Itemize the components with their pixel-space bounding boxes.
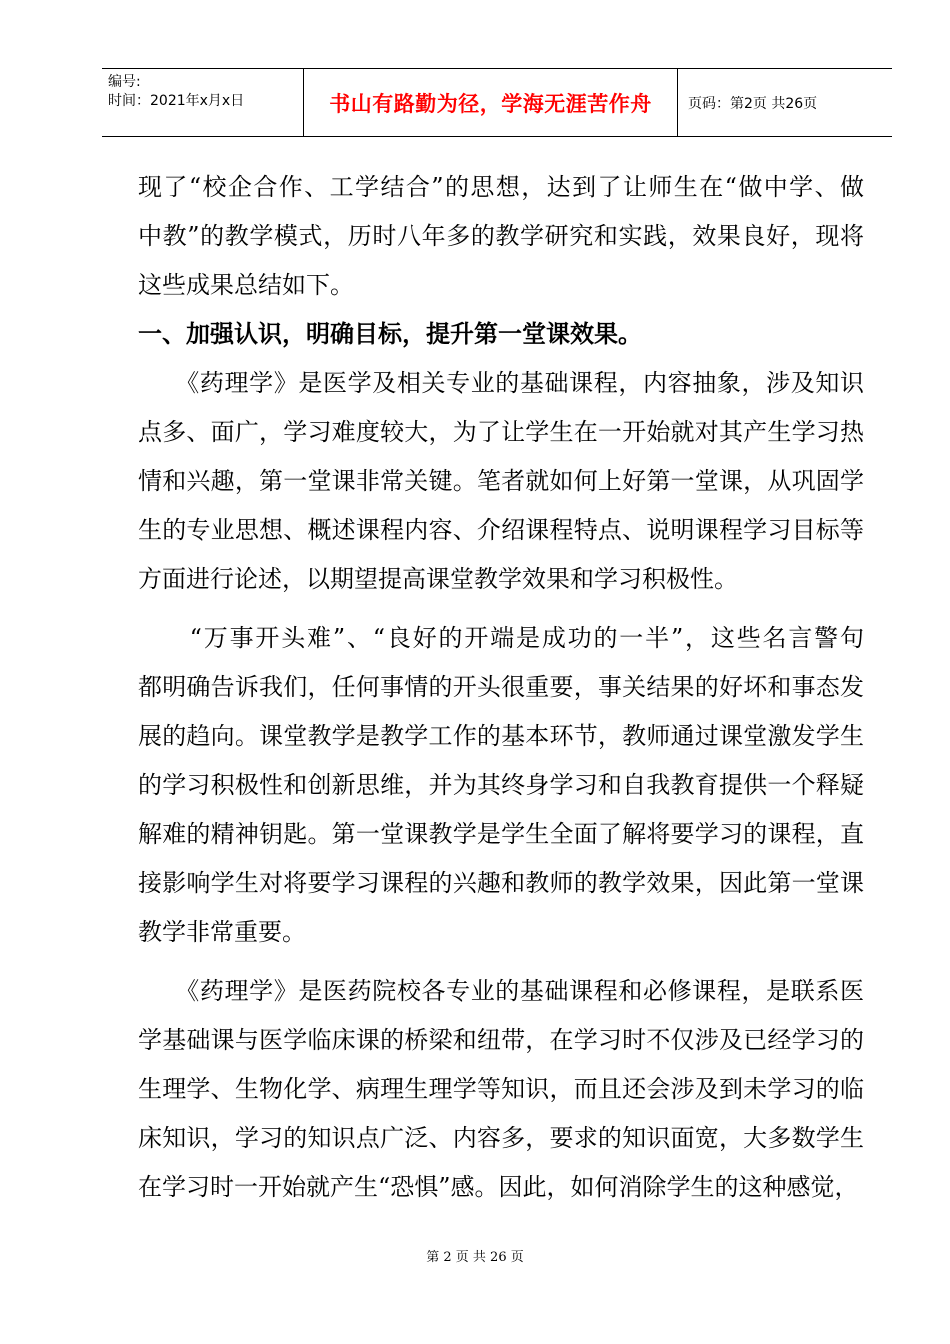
- text-line: 教学非常重要。: [138, 918, 306, 946]
- text-line: 床知识，学习的知识点广泛、内容多，要求的知识面宽，大多数学生: [138, 1124, 864, 1152]
- text-line: 接影响学生对将要学习课程的兴趣和教师的教学效果，因此第一堂课: [138, 869, 864, 897]
- header-meta-cell: [102, 69, 304, 136]
- text-line: 在学习时一开始就产生“恐惧”感。因此，如何消除学生的这种感觉，: [138, 1173, 859, 1201]
- text-line: “万事开头难”、“良好的开端是成功的一半”，这些名言警句: [138, 624, 864, 652]
- text-line: 点多、面广，学习难度较大，为了让学生在一开始就对其产生学习热: [138, 418, 864, 446]
- text-line: 中教”的教学模式，历时八年多的教学研究和实践，效果良好，现将: [138, 222, 864, 250]
- document-number-label: 编号:: [108, 74, 141, 90]
- text-line: 这些成果总结如下。: [138, 271, 354, 299]
- text-line: 生理学、生物化学、病理生理学等知识，而且还会涉及到未学习的临: [138, 1075, 864, 1103]
- header-motto: 书山有路勤为径，学海无涯苦作舟: [329, 91, 652, 116]
- body-text: [138, 163, 864, 1212]
- text-line: 《药理学》是医药院校各专业的基础课程和必修课程，是联系医: [138, 977, 864, 1005]
- text-line: 《药理学》是医学及相关专业的基础课程，内容抽象，涉及知识: [138, 369, 864, 397]
- page-footer: [0, 1246, 950, 1265]
- text-line: 解难的精神钥匙。第一堂课教学是学生全面了解将要学习的课程，直: [138, 820, 864, 848]
- text-line: 的学习积极性和创新思维，并为其终身学习和自我教育提供一个释疑: [138, 771, 864, 799]
- text-line: 展的趋向。课堂教学是教学工作的基本环节，教师通过课堂激发学生: [138, 722, 864, 750]
- text-line: 生的专业思想、概述课程内容、介绍课程特点、说明课程学习目标等: [138, 516, 864, 544]
- text-line: 情和兴趣，第一堂课非常关键。笔者就如何上好第一堂课，从巩固学: [138, 467, 864, 495]
- text-line: 都明确告诉我们，任何事情的开头很重要，事关结果的好坏和事态发: [138, 673, 864, 701]
- text-line: 学基础课与医学临床课的桥梁和纽带，在学习时不仅涉及已经学习的: [138, 1026, 864, 1054]
- page-header: [102, 68, 892, 137]
- text-line: 方面进行论述，以期望提高课堂教学效果和学习积极性。: [138, 565, 738, 593]
- header-motto-cell: [304, 69, 678, 136]
- header-page-cell: [678, 69, 892, 136]
- footer-page-number: 第 2 页 共 26 页: [426, 1250, 524, 1265]
- header-page-info: 页码：第2页 共26页: [688, 95, 818, 112]
- section-heading: 一、加强认识，明确目标，提升第一堂课效果。: [138, 320, 642, 348]
- text-line: 现了“校企合作、工学结合”的思想，达到了让师生在“做中学、做: [138, 173, 864, 201]
- document-date-label: 时间：2021年x月x日: [108, 93, 245, 109]
